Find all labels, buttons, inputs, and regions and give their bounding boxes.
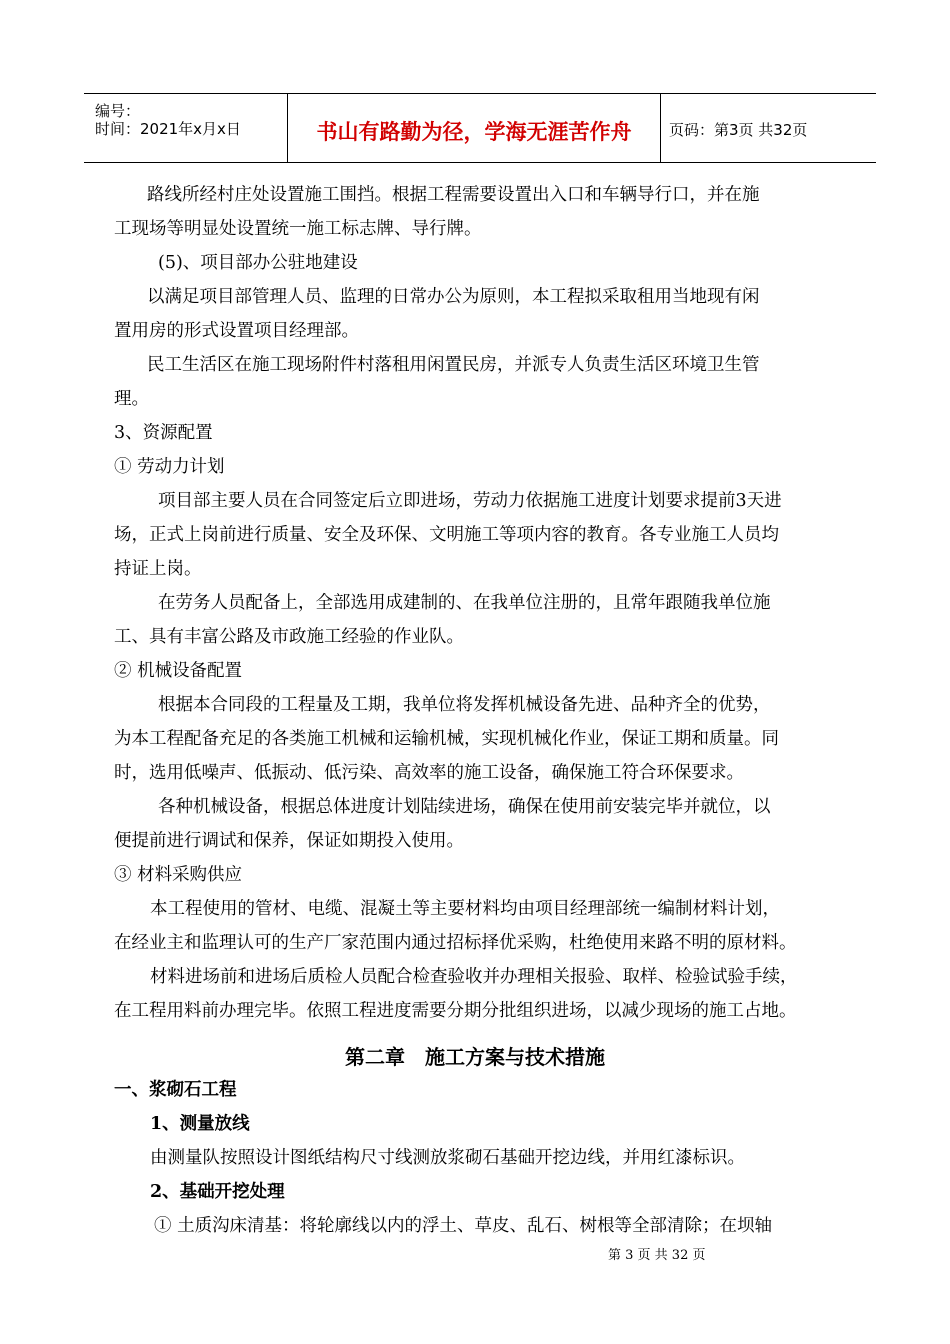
body-line: 理。 bbox=[114, 389, 149, 409]
body-line: ① 劳动力计划 bbox=[114, 457, 225, 477]
header-motto: 书山有路勤为径，学海无涯苦作舟 bbox=[316, 120, 632, 144]
chapter-title: 第二章 施工方案与技术措施 bbox=[345, 1045, 605, 1069]
subsection-heading: 1、测量放线 bbox=[150, 1114, 250, 1134]
body-line: 各种机械设备，根据总体进度计划陆续进场，确保在使用前安装完毕并就位，以 bbox=[158, 797, 771, 817]
body-line: 工现场等明显处设置统一施工标志牌、导行牌。 bbox=[114, 219, 482, 239]
section-heading: 一、浆砌石工程 bbox=[114, 1080, 237, 1100]
body-line: 持证上岗。 bbox=[114, 559, 202, 579]
body-line: 3、资源配置 bbox=[114, 423, 213, 443]
header-info-cell bbox=[84, 94, 288, 162]
page-footer: 第 3 页 共 32 页 bbox=[608, 1248, 706, 1263]
body-line: 置用房的形式设置项目经理部。 bbox=[114, 321, 359, 341]
body-line: 工、具有丰富公路及市政施工经验的作业队。 bbox=[114, 627, 464, 647]
body-line: 为本工程配备充足的各类施工机械和运输机械，实现机械化作业，保证工期和质量。同 bbox=[114, 729, 779, 749]
header-page-cell bbox=[661, 94, 876, 162]
header-number-label: 编号： bbox=[95, 102, 141, 120]
body-line: 在工程用料前办理完毕。依照工程进度需要分期分批组织进场，以减少现场的施工占地。 bbox=[114, 1001, 797, 1021]
body-line: ① 土质沟床清基：将轮廓线以内的浮土、草皮、乱石、树根等全部清除；在坝轴 bbox=[154, 1216, 773, 1236]
body-line: 便提前进行调试和保养，保证如期投入使用。 bbox=[114, 831, 464, 851]
subsection-heading: 2、基础开挖处理 bbox=[150, 1182, 285, 1202]
body-line: 场，正式上岗前进行质量、安全及环保、文明施工等项内容的教育。各专业施工人员均 bbox=[114, 525, 779, 545]
body-line: ③ 材料采购供应 bbox=[114, 865, 243, 885]
body-line: 本工程使用的管材、电缆、混凝土等主要材料均由项目经理部统一编制材料计划， bbox=[150, 899, 780, 919]
header-page-label: 页码：第3页 共32页 bbox=[669, 121, 808, 139]
body-line: 以满足项目部管理人员、监理的日常办公为原则，本工程拟采取租用当地现有闲 bbox=[147, 287, 760, 307]
body-line: 路线所经村庄处设置施工围挡。根据工程需要设置出入口和车辆导行口，并在施 bbox=[147, 185, 760, 205]
body-line: 材料进场前和进场后质检人员配合检查验收并办理相关报验、取样、检验试验手续， bbox=[150, 967, 798, 987]
page-header bbox=[84, 93, 876, 163]
body-line: 在经业主和监理认可的生产厂家范围内通过招标择优采购，杜绝使用来路不明的原材料。 bbox=[114, 933, 797, 953]
body-line: (5)、项目部办公驻地建设 bbox=[158, 253, 358, 273]
body-line: 民工生活区在施工现场附件村落租用闲置民房，并派专人负责生活区环境卫生管 bbox=[147, 355, 760, 375]
header-motto-cell bbox=[288, 94, 661, 162]
body-line: 在劳务人员配备上，全部选用成建制的、在我单位注册的，且常年跟随我单位施 bbox=[158, 593, 771, 613]
body-line: 由测量队按照设计图纸结构尺寸线测放浆砌石基础开挖边线，并用红漆标识。 bbox=[150, 1148, 745, 1168]
header-time-label: 时间：2021年x月x日 bbox=[95, 120, 241, 138]
body-line: ② 机械设备配置 bbox=[114, 661, 243, 681]
body-line: 时，选用低噪声、低振动、低污染、高效率的施工设备，确保施工符合环保要求。 bbox=[114, 763, 744, 783]
body-line: 根据本合同段的工程量及工期，我单位将发挥机械设备先进、品种齐全的优势， bbox=[158, 695, 771, 715]
body-line: 项目部主要人员在合同签定后立即进场，劳动力依据施工进度计划要求提前3天进 bbox=[158, 491, 782, 511]
